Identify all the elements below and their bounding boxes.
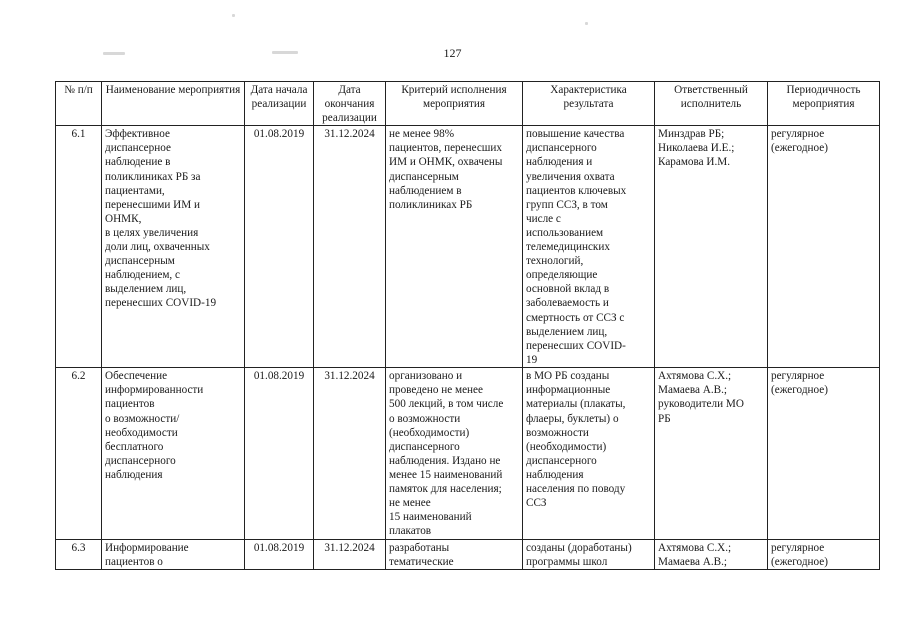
row-number-cell: 6.1 (56, 126, 102, 368)
header-cell-result: Характеристика результата (523, 82, 655, 126)
row-periodicity-cell: регулярное (ежегодное) (768, 368, 880, 540)
row-start-date-cell: 01.08.2019 (245, 368, 314, 540)
scan-speck (232, 14, 235, 17)
row-start-date-cell: 01.08.2019 (245, 126, 314, 368)
row-executor-cell: Ахтямова С.Х.; Мамаева А.В.; руководители МО РБ (655, 368, 768, 540)
row-executor-cell: Ахтямова С.Х.; Мамаева А.В.; (655, 540, 768, 570)
row-executor-cell: Минздрав РБ; Николаева И.Е.; Карамова И.М. (655, 126, 768, 368)
row-criterion-cell: разработаны тематические (386, 540, 523, 570)
header-cell-end-date: Дата окончания реализации (314, 82, 386, 126)
row-end-date-cell: 31.12.2024 (314, 540, 386, 570)
row-result-cell: созданы (доработаны) программы школ (523, 540, 655, 570)
header-cell-periodicity: Периодичность мероприятия (768, 82, 880, 126)
row-name-cell: Информирование пациентов о (102, 540, 245, 570)
header-cell-number: № п/п (56, 82, 102, 126)
row-name-cell: Эффективное диспансерное наблюдение в поликлиниках РБ за пациентами, перенесшими ИМ и ОНМК, в целях увеличения доли лиц, охваченных диспансерным наблюдением, с выделением лиц, перенесших COVID-19 (102, 126, 245, 368)
row-name-cell: Обеспечение информированности пациентов о возможности/ необходимости бесплатного диспансерного наблюдения (102, 368, 245, 540)
row-number-cell: 6.2 (56, 368, 102, 540)
header-cell-executor: Ответственный исполнитель (655, 82, 768, 126)
table-row (56, 126, 880, 368)
table-row (56, 540, 880, 570)
row-number-cell: 6.3 (56, 540, 102, 570)
row-end-date-cell: 31.12.2024 (314, 368, 386, 540)
row-criterion-cell: не менее 98% пациентов, перенесших ИМ и ОНМК, охвачены диспансерным наблюдением в поликлиниках РБ (386, 126, 523, 368)
row-start-date-cell: 01.08.2019 (245, 540, 314, 570)
table-header-row (56, 82, 880, 126)
row-end-date-cell: 31.12.2024 (314, 126, 386, 368)
header-cell-name: Наименование мероприятия (102, 82, 245, 126)
scan-speck (585, 22, 588, 25)
row-periodicity-cell: регулярное (ежегодное) (768, 126, 880, 368)
row-result-cell: в МО РБ созданы информационные материалы (плакаты, флаеры, буклеты) о возможности (необходимости) диспансерного наблюдения населения по поводу ССЗ (523, 368, 655, 540)
header-cell-start-date: Дата начала реализации (245, 82, 314, 126)
action-plan-table (55, 81, 880, 570)
row-result-cell: повышение качества диспансерного наблюдения и увеличения охвата пациентов ключевых групп ССЗ, в том числе с использованием телемедицинских технологий, определяющие основной вклад в заболеваемость и смертность от ССЗ с выделением лиц, перенесших COVID- 19 (523, 126, 655, 368)
table-row (56, 368, 880, 540)
row-criterion-cell: организовано и проведено не менее 500 лекций, в том числе о возможности (необходимости) диспансерного наблюдения. Издано не менее 15 наименований памяток для населения; не менее 15 наименований плакатов (386, 368, 523, 540)
page-number: 127 (443, 46, 462, 60)
header-cell-criterion: Критерий исполнения мероприятия (386, 82, 523, 126)
row-periodicity-cell: регулярное (ежегодное) (768, 540, 880, 570)
